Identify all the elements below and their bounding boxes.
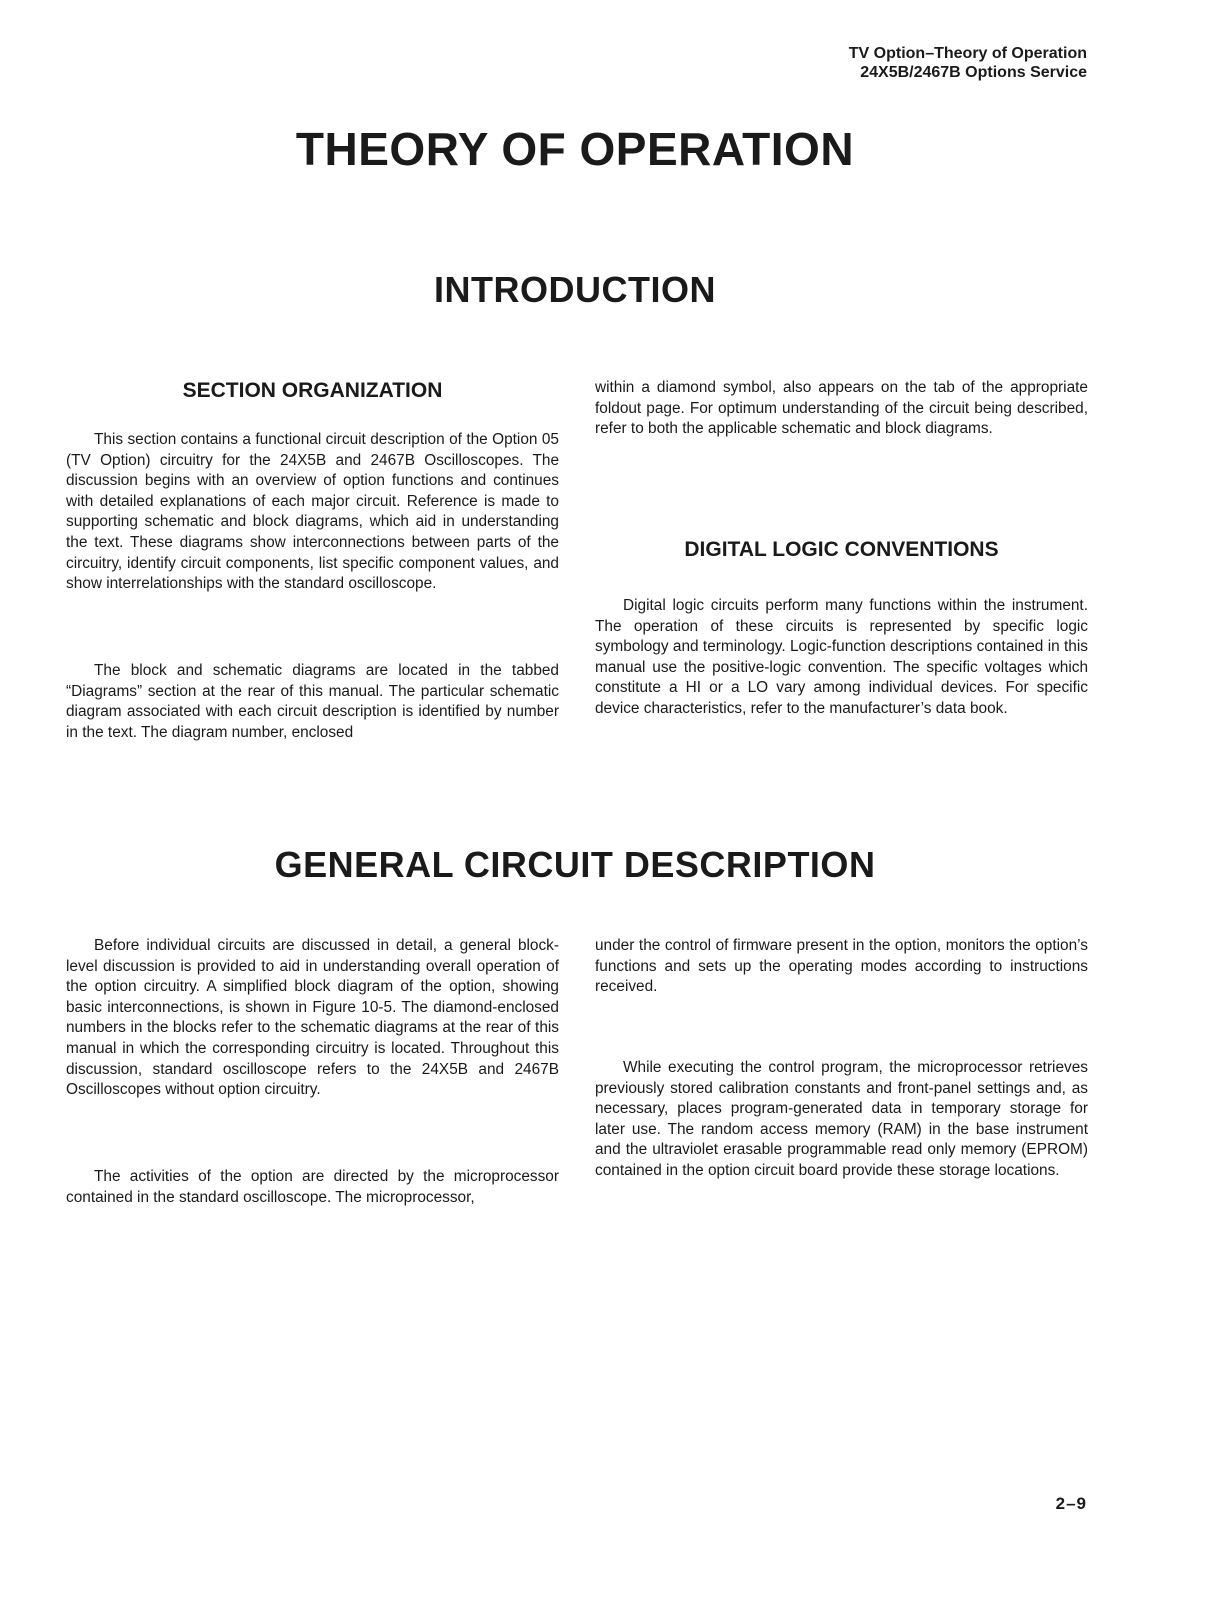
general-circuit-paragraph-3: While executing the control program, the microprocessor retrieves previously stored calibration constants and front-panel settings and, as necessary, places program-generated data in temporary storage for later use. The random access memory (RAM) in the base instrument and the ultraviolet erasable programmable read only memory (EPROM) contained in the option circuit board provide these storage locations. — [595, 1059, 1088, 1179]
section-organization-heading: SECTION ORGANIZATION — [182, 379, 443, 402]
digital-logic-conventions-heading: DIGITAL LOGIC CONVENTIONS — [684, 538, 999, 561]
introduction-title: INTRODUCTION — [434, 269, 716, 310]
running-header-title: TV Option–Theory of Operation — [848, 45, 1087, 62]
running-header-subtitle: 24X5B/2467B Options Service — [860, 64, 1087, 81]
section-organization-paragraph-continued: within a diamond symbol, also appears on the tab of the appropriate foldout page. For optimum understanding of the circuit being described, refer to both the applicable schematic and block diagrams. — [595, 379, 1088, 438]
general-circuit-paragraph-continued: under the control of firmware present in the option, monitors the option’s functions and sets up the operating modes according to instructions received. — [595, 937, 1088, 996]
section-organization-paragraph-1: This section contains a functional circuit description of the Option 05 (TV Option) circuitry for the 24X5B and 2467B Oscilloscopes. The discussion begins with an overview of option functions and continues with detailed explanations of each major circuit. Reference is made to supporting schematic and block diagrams, which aid in understanding the text. These diagrams show interconnections between parts of the circuitry, identify circuit components, list specific component values, and show interrelationships with the standard oscilloscope. — [66, 431, 559, 593]
page-number: 2–9 — [1055, 1494, 1087, 1513]
section-organization-paragraph-2: The block and schematic diagrams are located in the tabbed “Diagrams” section at the rear of this manual. The particular schematic diagram associated with each circuit description is identified by number in the text. The diagram number, enclosed — [66, 662, 559, 741]
general-circuit-paragraph-1: Before individual circuits are discussed in detail, a general block-level discussion is provided to aid in understanding overall operation of the option circuitry. A simplified block diagram of the option, showing basic interconnections, is shown in Figure 10-5. The diamond-enclosed numbers in the blocks refer to the schematic diagrams at the rear of this manual in which the corresponding circuitry is located. Throughout this discussion, standard oscilloscope refers to the 24X5B and 2467B Oscilloscopes without option circuitry. — [66, 937, 559, 1099]
digital-logic-paragraph: Digital logic circuits perform many functions within the instrument. The operation of these circuits is represented by specific logic symbology and terminology. Logic-function descriptions contained in this manual use the positive-logic convention. The specific voltages which constitute a HI or a LO vary among individual devices. For specific device characteristics, refer to the manufacturer’s data book. — [595, 597, 1088, 717]
page-title: THEORY OF OPERATION — [295, 123, 855, 175]
general-circuit-description-title: GENERAL CIRCUIT DESCRIPTION — [274, 844, 876, 885]
general-circuit-paragraph-2: The activities of the option are directed by the microprocessor contained in the standard oscilloscope. The microprocessor, — [66, 1168, 559, 1206]
